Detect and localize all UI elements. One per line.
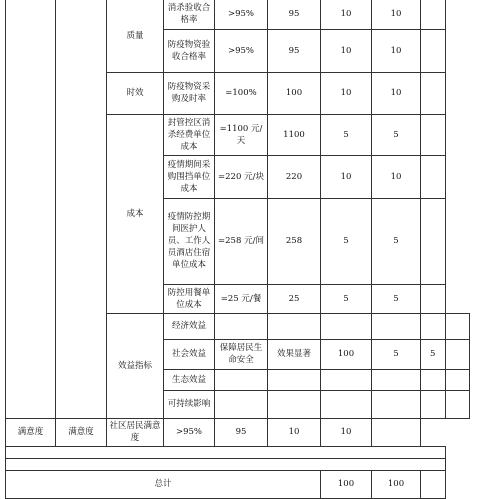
empty-cell [421,470,446,498]
table-row [6,418,470,446]
actual-cell: 95 [268,29,321,72]
performance-table [5,0,470,499]
actual-cell: 25 [268,284,321,313]
table-row [6,446,470,458]
indicator-cell: 疫情防控期间医护人员、工作人员酒店住宿单位成本 [164,198,215,284]
empty-cell [372,313,421,339]
indicator-cell: 防控用餐单位成本 [164,284,215,313]
weight-cell: 10 [268,418,321,446]
empty-cell [421,369,446,390]
actual-cell: 220 [268,155,321,198]
empty-cell [421,0,446,29]
empty-cell [421,313,446,339]
empty-cell [215,313,268,339]
empty-cell [421,284,446,313]
actual-cell: 1100 [268,114,321,155]
target-cell: >95% [215,0,268,29]
subcategory-social: 社会效益 [164,339,215,369]
empty-cell [268,313,321,339]
weight-cell: 5 [321,198,372,284]
empty-cell [56,0,107,418]
target-cell: =258 元/间 [215,198,268,284]
target-cell: >95% [215,29,268,72]
score-cell: 10 [372,29,421,72]
empty-cell [268,369,321,390]
empty-cell [421,198,446,284]
empty-cell [215,369,268,390]
empty-cell [421,72,446,114]
empty-cell [421,29,446,72]
table-row [6,0,470,29]
subcategory-sustainable: 可持续影响 [164,390,215,418]
empty-cell [321,369,372,390]
subcategory-satisfaction: 满意度 [56,418,107,446]
indicator-cell: 消杀验收合格率 [164,0,215,29]
subcategory-cost: 成本 [107,114,164,313]
weight-cell: 10 [321,0,372,29]
indicator-cell: 疫情期间采购围挡单位成本 [164,155,215,198]
target-cell: 效果显著 [268,339,321,369]
empty-cell [321,390,372,418]
empty-cell [445,339,470,369]
weight-cell: 5 [321,114,372,155]
actual-cell: 258 [268,198,321,284]
empty-cell [6,446,446,458]
subcategory-ecological: 生态效益 [164,369,215,390]
score-cell: 10 [372,0,421,29]
empty-cell [372,390,421,418]
empty-cell [6,458,446,470]
weight-cell: 10 [321,29,372,72]
weight-cell: 5 [372,339,421,369]
indicator-cell: 封管控区消杀经费单位成本 [164,114,215,155]
weight-cell: 10 [321,72,372,114]
indicator-cell: 防疫物资采购及时率 [164,72,215,114]
indicator-cell: 社区居民满意度 [107,418,164,446]
actual-cell: 100 [268,72,321,114]
target-cell: =100% [215,72,268,114]
table-row [6,458,470,470]
empty-cell [372,418,421,446]
actual-cell: 95 [215,418,268,446]
subcategory-quality: 质量 [107,0,164,72]
target-cell: =25 元/餐 [215,284,268,313]
total-score: 100 [372,470,421,498]
weight-cell: 5 [321,284,372,313]
score-cell: 10 [321,418,372,446]
target-cell: >95% [164,418,215,446]
subcategory-economic: 经济效益 [164,313,215,339]
category-benefit: 效益指标 [107,313,164,418]
empty-cell [372,369,421,390]
target-cell: =1100 元/天 [215,114,268,155]
empty-cell [6,0,56,418]
empty-cell [421,114,446,155]
empty-cell [445,390,470,418]
subcategory-timeliness: 时效 [107,72,164,114]
score-cell: 5 [421,339,446,369]
total-row [6,470,470,498]
score-cell: 10 [372,72,421,114]
total-weight: 100 [321,470,372,498]
actual-cell: 100 [321,339,372,369]
empty-cell [268,390,321,418]
indicator-cell: 保障居民生命安全 [215,339,268,369]
target-cell: =220 元/块 [215,155,268,198]
score-cell: 5 [372,114,421,155]
empty-cell [421,155,446,198]
empty-cell [215,390,268,418]
score-cell: 5 [372,284,421,313]
empty-cell [421,390,446,418]
weight-cell: 10 [321,155,372,198]
actual-cell: 95 [268,0,321,29]
empty-cell [445,369,470,390]
score-cell: 10 [372,155,421,198]
indicator-cell: 防疫物资验收合格率 [164,29,215,72]
empty-cell [445,313,470,339]
score-cell: 5 [372,198,421,284]
category-satisfaction: 满意度 [6,418,56,446]
empty-cell [321,313,372,339]
total-label: 总计 [6,470,321,498]
